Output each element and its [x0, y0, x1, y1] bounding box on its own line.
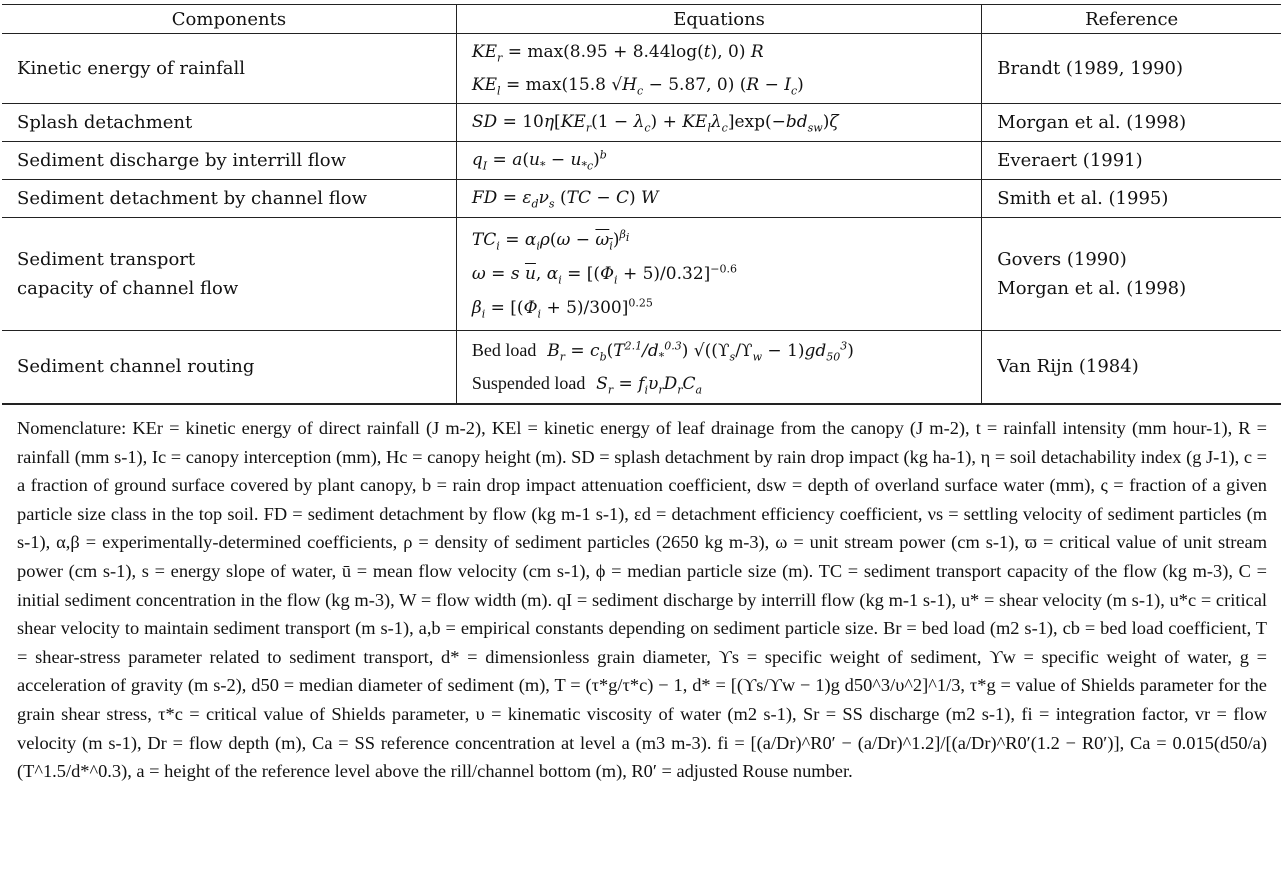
component-cell: Sediment discharge by interrill flow [2, 142, 456, 180]
nomenclature-text [17, 418, 1267, 781]
nomenclature-term: a,b = empirical constants depending on sediment particle size. [418, 618, 884, 639]
nomenclature-term: W = flow width (m). [399, 589, 557, 610]
header-components: Components [2, 5, 456, 34]
nomenclature-term: g = acceleration of gravity (m s-2), [17, 646, 1267, 696]
nomenclature-term: fi = integration factor, [1021, 703, 1195, 724]
header-equations: Equations [456, 5, 981, 34]
nomenclature-term: Ca = SS reference concentration at level a (m3 m-3). [312, 732, 718, 753]
reference-line: Morgan et al. (1998) [997, 278, 1187, 299]
equation-render: $\beta_i = [(\Phi_i + 5)/300]^{0.25}$ [471, 296, 653, 321]
nomenclature-term: ϒs = specific weight of sediment, [718, 646, 990, 667]
nomenclature-term: TC = sediment transport capacity of the flow (kg m-3), [818, 560, 1239, 581]
nomenclature-term: τ*g = value of Shields parameter for the grain shear stress, [17, 675, 1267, 724]
equation-render: SD = $10\eta[KE_r(1 - \lambda_c) + KE_l\lambda_c]\exp(-bd_{sw})\zeta$ [471, 112, 839, 135]
nomenclature-term: ρ = density of sediment particles (2650 kg m-3), [403, 532, 776, 553]
nomenclature-term: b = rain drop impact attenuation coefficient, [421, 475, 757, 496]
nomenclature-term: η = soil detachability index (g J-1), [980, 446, 1244, 467]
table-row [2, 218, 1281, 331]
nomenclature-term: qI = sediment discharge by interrill flow (kg m-1 s-1), [556, 589, 961, 610]
nomenclature-term: υ = kinematic viscosity of water (m2 s-1), [475, 703, 803, 724]
nomenclature-term: T = (τ*g/τ*c) − 1, [554, 675, 693, 696]
reference-cell: Everaert (1991) [982, 142, 1281, 180]
equation-cell [456, 142, 981, 180]
table-row [2, 34, 1281, 104]
reference-cell: Morgan et al. (1998) [982, 104, 1281, 142]
nomenclature-term: u*c = critical shear velocity to maintain sediment transport (m s-1), [17, 589, 1267, 639]
nomenclature-term: ϕ = median particle size (m). [595, 560, 819, 581]
nomenclature-term: a = height of the reference level above the rill/channel bottom (m), [136, 761, 632, 782]
nomenclature-term: νs = settling velocity of sediment particles (m s-1), [17, 503, 1267, 553]
equation-render: $q_I = a(u_* - u_{*c})^b$ [471, 148, 607, 173]
component-cell: Sediment channel routing [2, 331, 456, 404]
reference-cell: Van Rijn (1984) [982, 331, 1281, 404]
equation-render: $TC_i = \alpha_i\rho(\omega - \omega_i)^{\beta_i}$ [471, 228, 630, 253]
nomenclature-term: ω = unit stream power (cm s-1), [775, 532, 1025, 553]
reference-line: Govers (1990) [997, 249, 1127, 270]
nomenclature-term: SD = splash detachment by rain drop impact (kg ha-1), [571, 446, 981, 467]
nomenclature-paragraph [2, 414, 1279, 786]
equation-cell [456, 218, 981, 331]
nomenclature-term: fi = [(a/Dr)^R0′ − (a/Dr)^1.2]/[(a/Dr)^R0′(1.2 − R0′)], [717, 732, 1131, 753]
nomenclature-term: Sr = SS discharge (m2 s-1), [802, 703, 1022, 724]
equation-render: $KE_r = \max(8.95 + 8.44\log(t)$, 0) R [471, 41, 764, 64]
reference-cell [982, 218, 1281, 331]
equation-cell [456, 331, 981, 404]
nomenclature-term: R0′ = adjusted Rouse number. [631, 761, 853, 782]
equations-table [2, 4, 1281, 405]
nomenclature-term: Ic = canopy interception (mm), [151, 446, 387, 467]
table-row [2, 104, 1281, 142]
component-line: capacity of channel flow [17, 278, 239, 299]
nomenclature-term: ϖ = critical value of unit stream power (cm s-1), [17, 532, 1268, 581]
nomenclature-term: Dr = flow depth (m), [147, 732, 313, 753]
reference-cell: Brandt (1989, 1990) [982, 34, 1281, 104]
table-header-row [2, 5, 1281, 34]
component-line: Sediment transport [17, 249, 196, 270]
nomenclature-term: ϒw = specific weight of water, [989, 646, 1240, 667]
equation-render: $KE_l = \max(15.8$ $√H_c - 5.87$, 0) $(R - I_c)$ [471, 74, 804, 97]
nomenclature-term: R = rainfall (mm s-1), [17, 418, 1267, 467]
nomenclature-term: Br = bed load (m2 s-1), [883, 618, 1063, 639]
table-row [2, 142, 1281, 180]
nomenclature-term: KEr = kinetic energy of direct rainfall (J m-2), [132, 418, 492, 438]
equation-cell [456, 180, 981, 218]
table-row [2, 180, 1281, 218]
component-cell: Kinetic energy of rainfall [2, 34, 456, 104]
equation-render: FD = $\varepsilon_d\nu_s$ (TC − C) W [471, 188, 659, 211]
nomenclature-term: εd = detachment efficiency coefficient, [634, 503, 928, 524]
nomenclature-term: d* = dimensionless grain diameter, [441, 646, 719, 667]
nomenclature-term: d50 = median diameter of sediment (m), [251, 675, 555, 696]
equation-render: Bed load $B_r = c_b(T^{2.1}/d_*^{0.3}) √((ϒ_s/ϒ_w - 1)gd_{50}^3)$ [471, 339, 854, 364]
equations-table-container [2, 4, 1281, 405]
equation-cell [456, 104, 981, 142]
nomenclature-label: Nomenclature: [17, 418, 127, 438]
header-reference: Reference [982, 5, 1281, 34]
nomenclature-term: τ*c = critical value of Shields parameter, [158, 703, 476, 724]
nomenclature-term: Ca = 0.015(d50/a)(T^1.5/d*^0.3), [17, 732, 1267, 782]
component-cell: Sediment detachment by channel flow [2, 180, 456, 218]
nomenclature-term: ū = mean flow velocity (cm s-1), [341, 560, 596, 581]
nomenclature-term: KEl = kinetic energy of leaf drainage from the canopy (J m-2), [491, 418, 976, 438]
equation-cell [456, 34, 981, 104]
nomenclature-term: vr = flow velocity (m s-1), [17, 703, 1267, 753]
nomenclature-term: T = shear-stress parameter related to sediment transport, [17, 618, 1268, 667]
nomenclature-term: s = energy slope of water, [141, 560, 342, 581]
table-row [2, 331, 1281, 404]
reference-cell: Smith et al. (1995) [982, 180, 1281, 218]
nomenclature-term: t = rainfall intensity (mm hour-1), [975, 418, 1239, 438]
nomenclature-term: Hc = canopy height (m). [386, 446, 572, 467]
nomenclature-term: u* = shear velocity (m s-1), [960, 589, 1170, 610]
component-cell [2, 218, 456, 331]
equation-render: ω = s $\overline{u}$, $\alpha_i = [(\Phi_i + 5)/0.32]^{-0.6}$ [471, 262, 737, 287]
nomenclature-term: ς = fraction of a given particle size class in the top soil. [17, 475, 1268, 524]
nomenclature-term: FD = sediment detachment by flow (kg m-1 s-1), [263, 503, 635, 524]
equation-render: Suspended load $S_r = f_i\upsilon_rD_rC_a$ [471, 372, 703, 397]
nomenclature-term: α,β = experimentally-determined coefficients, [56, 532, 404, 553]
nomenclature-term: d* = [(ϒs/ϒw − 1)g d50^3/υ^2]^1/3, [692, 675, 970, 696]
component-cell: Splash detachment [2, 104, 456, 142]
nomenclature-term: C = initial sediment concentration in the flow (kg m-3), [17, 560, 1267, 610]
nomenclature-term: c = a fraction of ground surface covered by plant canopy, [17, 446, 1267, 496]
nomenclature-term: dsw = depth of overland surface water (mm), [756, 475, 1101, 496]
nomenclature-term: cb = bed load coefficient, [1062, 618, 1256, 639]
